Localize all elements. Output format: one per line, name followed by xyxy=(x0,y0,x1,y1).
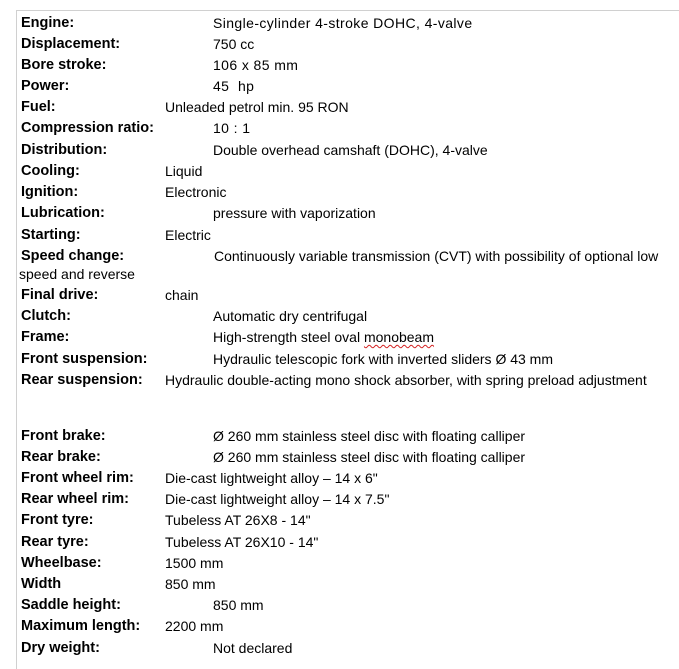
spec-value-final-drive: chain xyxy=(165,287,199,303)
spec-label-rear-wheel-rim: Rear wheel rim: xyxy=(21,491,129,507)
spec-value-bore-stroke: 106 x 85 mm xyxy=(213,57,299,73)
spec-label-displacement: Displacement: xyxy=(21,36,121,52)
spec-label-ignition: Ignition: xyxy=(21,184,79,200)
spec-label-final-drive: Final drive: xyxy=(21,287,99,303)
spec-value-ignition: Electronic xyxy=(165,184,227,200)
spec-value-cooling: Liquid xyxy=(165,163,203,179)
spec-label-lubrication: Lubrication: xyxy=(21,205,105,221)
spec-label-power: Power: xyxy=(21,78,70,94)
spec-value-distribution: Double overhead camshaft (DOHC), 4-valve xyxy=(213,142,488,158)
spec-value-maximum-length: 2200 mm xyxy=(165,618,224,634)
spec-label-saddle-height: Saddle height: xyxy=(21,597,121,613)
spec-label-frame: Frame: xyxy=(21,329,70,345)
spec-label-speed-change: Speed change: xyxy=(21,248,125,264)
spec-value-displacement: 750 cc xyxy=(213,36,255,52)
spec-label-maximum-length: Maximum length: xyxy=(21,618,141,634)
spec-value-speed-change: Continuously variable transmission (CVT) with possibility of optional low speed and reverse xyxy=(19,248,659,282)
spec-value-rear-wheel-rim: Die-cast lightweight alloy – 14 x 7.5" xyxy=(165,491,390,507)
spec-label-width: Width xyxy=(21,576,62,592)
spec-value-front-tyre: Tubeless AT 26X8 - 14" xyxy=(165,512,311,528)
spec-label-fuel: Fuel: xyxy=(21,99,56,115)
spec-label-front-tyre: Front tyre: xyxy=(21,512,94,528)
spec-label-cooling: Cooling: xyxy=(21,163,80,179)
spec-value-frame-text: High-strength steel oval xyxy=(213,329,364,345)
spec-value-fuel: Unleaded petrol min. 95 RON xyxy=(165,99,349,115)
spec-value-wheelbase: 1500 mm xyxy=(165,555,224,571)
spec-label-distribution: Distribution: xyxy=(21,142,108,158)
spec-label-bore-stroke: Bore stroke: xyxy=(21,57,107,73)
spec-label-front-wheel-rim: Front wheel rim: xyxy=(21,470,134,486)
spell-check-flag: monobeam xyxy=(363,329,435,345)
spec-label-compression-ratio: Compression ratio: xyxy=(21,120,154,136)
spec-value-rear-brake: Ø 260 mm stainless steel disc with floating calliper xyxy=(213,449,526,465)
spec-value-front-brake: Ø 260 mm stainless steel disc with floating calliper xyxy=(213,428,526,444)
spec-label-front-brake: Front brake: xyxy=(21,428,106,444)
spec-value-rear-tyre: Tubeless AT 26X10 - 14" xyxy=(165,534,319,550)
spec-value-frame xyxy=(213,328,434,346)
spec-label-front-suspension: Front suspension: xyxy=(21,351,148,367)
spec-value-starting: Electric xyxy=(165,227,211,243)
spec-value-front-wheel-rim: Die-cast lightweight alloy – 14 x 6" xyxy=(165,470,378,486)
spec-value-compression-ratio: 10 : 1 xyxy=(213,120,251,136)
spec-value-dry-weight: Not declared xyxy=(213,640,293,656)
spec-value-engine: Single-cylinder 4-stroke DOHC, 4-valve xyxy=(213,15,473,31)
spec-label-rear-tyre: Rear tyre: xyxy=(21,534,89,550)
spec-value-clutch: Automatic dry centrifugal xyxy=(213,308,368,324)
spec-value-saddle-height: 850 mm xyxy=(213,597,264,613)
spec-label-rear-brake: Rear brake: xyxy=(21,449,101,465)
spec-value-power: 45 hp xyxy=(213,78,255,94)
spec-label-rear-suspension: Rear suspension: xyxy=(21,372,143,388)
spec-value-rear-suspension: Hydraulic double-acting mono shock absorber, with spring preload adjustment xyxy=(165,372,647,388)
spec-value-lubrication: pressure with vaporization xyxy=(213,205,376,221)
spec-label-wheelbase: Wheelbase: xyxy=(21,555,102,571)
spec-label-starting: Starting: xyxy=(21,227,81,243)
spec-value-width: 850 mm xyxy=(165,576,216,592)
spec-label-dry-weight: Dry weight: xyxy=(21,640,100,656)
spec-value-front-suspension: Hydraulic telescopic fork with inverted sliders Ø 43 mm xyxy=(213,351,554,367)
spec-label-engine: Engine: xyxy=(21,15,75,31)
spec-label-clutch: Clutch: xyxy=(21,308,71,324)
